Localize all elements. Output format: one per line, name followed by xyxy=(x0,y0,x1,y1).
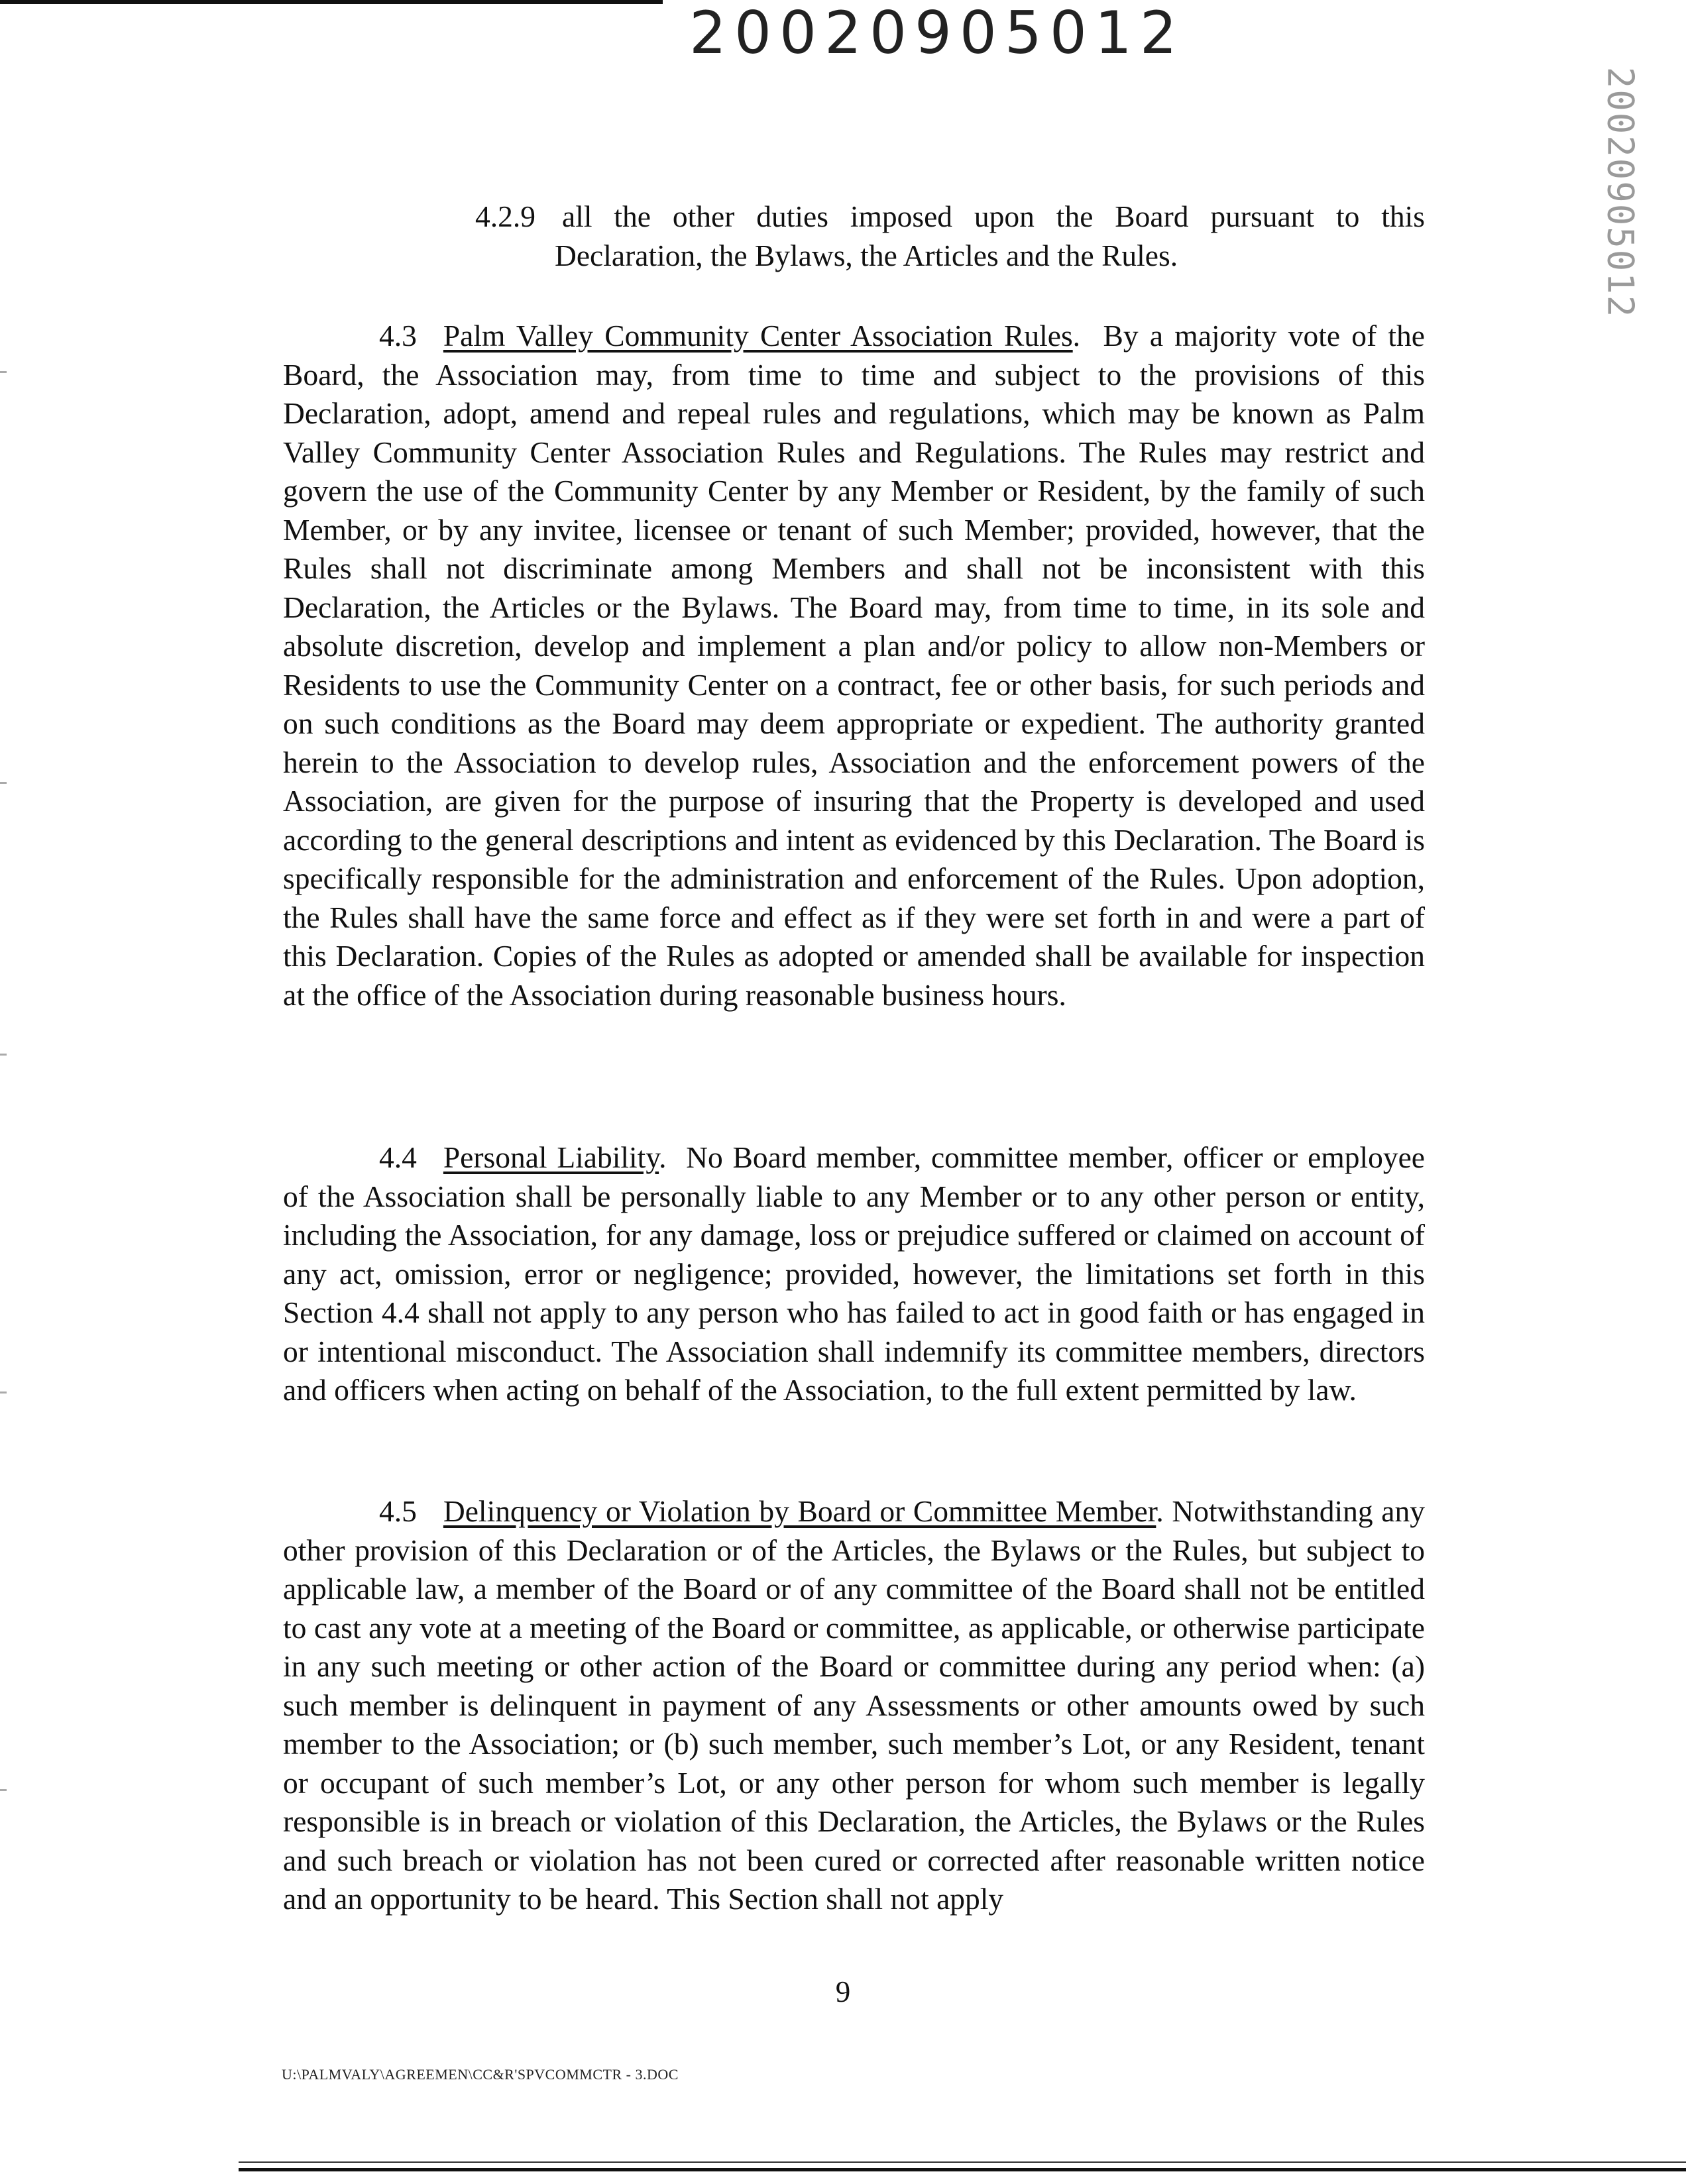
scan-edge-mark xyxy=(0,782,7,784)
document-number: 20020905012 xyxy=(689,0,1185,67)
page-number: 9 xyxy=(835,1975,851,2008)
footer-file-path: U:\PALMVALY\AGREEMEN\CC&R'SPVCOMMCTR - 3.DOC xyxy=(282,2066,679,2083)
section-number: 4.4 xyxy=(379,1140,417,1174)
section-title: Personal Liability xyxy=(443,1140,659,1174)
section-number: 4.3 xyxy=(379,319,417,353)
section-4-3: 4.3 Palm Valley Community Center Association Rules. By a majority vote of the Board, the Association may, from time to time and subject to the provisions of this Declaration, adopt, amend and repeal rules and regulations, which may be known as Palm Valley Community Center Association Rules and Regulations. The Rules may restrict and govern the use of the Community Center by any Member or Resident, by the family of such Member, or by any invitee, licensee or tenant of such Member; provided, however, that the Rules shall not discriminate among Members and shall not be inconsistent with this Declaration, the Articles or the Bylaws. The Board may, from time to time, in its sole and absolute discretion, develop and implement a plan and/or policy to allow non-Members or Residents to use the Community Center on a contract, fee or other basis, for such periods and on such conditions as the Board may deem appropriate or expedient. The authority granted herein to the Association to develop rules, Association and the enforcement powers of the Association, are given for the purpose of insuring that the Property is developed and used according to the general descriptions and intent as evidenced by this Declaration. The Board is specifically responsible for the administration and enforcement of the Rules. Upon adoption, the Rules shall have the same force and effect as if they were set forth in and were a part of this Declaration. Copies of the Rules as adopted or amended shall be available for inspection at the office of the Association during reasonable business hours. xyxy=(283,319,1425,1012)
scan-edge-mark xyxy=(0,371,7,373)
bottom-scan-rule-thin xyxy=(239,2161,1686,2163)
section-text: all the other duties imposed upon the Board pursuant to this Declaration, the Bylaws, the Articles and the Rules. xyxy=(555,199,1425,272)
scan-edge-mark xyxy=(0,1392,7,1393)
scan-edge-mark xyxy=(0,1789,7,1791)
section-text: No Board member, committee member, officer or employee of the Association shall be personally liable to any Member or to any other person or entity, including the Association, for any damage, loss or prejudice suffered or claimed on account of any act, omission, error or negligence; provided, however, the limitations set forth in this Section 4.4 shall not apply to any person who has failed to act in good faith or has engaged in or intentional misconduct. The Association shall indemnify its committee members, directors and officers when acting on behalf of the Association, to the full extent permitted by law. xyxy=(283,1140,1426,1407)
side-stamp-text: 20020905012 xyxy=(1599,66,1642,318)
section-title: Palm Valley Community Center Association Rules xyxy=(443,319,1073,353)
section-number: 4.2.9 xyxy=(475,199,535,233)
section-4-5: 4.5 Delinquency or Violation by Board or Committee Member. Notwithstanding any other provision of this Declaration or of the Articles, the Bylaws or the Rules, but subject to applicable law, a member of the Board or of any committee of the Board shall not be entitled to cast any vote at a meeting of the Board or committee, as applicable, or otherwise participate in any such meeting or other action of the Board or committee during any period when: (a) such member is delinquent in payment of any Assessments or other amounts owed by such member to the Association; or (b) such member, such member’s Lot, or any Resident, tenant or occupant of such member’s Lot, or any other person for whom such member is legally responsible is in breach or violation of this Declaration, the Articles, the Bylaws or the Rules and such breach or violation has not been cured or corrected after reasonable written notice and an opportunity to be heard. This Section shall not apply xyxy=(283,1494,1425,1916)
section-text: Notwithstanding any other provision of this Declaration or of the Articles, the Bylaws or the Rules, but subject to applicable law, a member of the Board or of any committee of the Board shall not be entitled to cast any vote at a meeting of the Board or committee, as applicable, or otherwise participate in any such meeting or other action of the Board or committee during any period when: (a) such member is delinquent in payment of any Assessments or other amounts owed by such member to the Association; or (b) such member, such member’s Lot, or any Resident, tenant or occupant of such member’s Lot, or any other person for whom such member is legally responsible is in breach or violation of this Declaration, the Articles, the Bylaws or the Rules and such breach or violation has not been cured or corrected after reasonable written notice and an opportunity to be heard. This Section shall not apply xyxy=(283,1494,1425,1916)
section-number: 4.5 xyxy=(379,1494,417,1528)
side-stamp xyxy=(1597,66,1644,318)
top-scan-rule xyxy=(0,0,663,4)
bottom-scan-rule xyxy=(239,2168,1686,2171)
section-title: Delinquency or Violation by Board or Committee Member xyxy=(443,1494,1156,1528)
section-text: By a majority vote of the Board, the Association may, from time to time and subject to the provisions of this Declaration, adopt, amend and repeal rules and regulations, which may be known as Palm Valley Community Center Association Rules and Regulations. The Rules may restrict and govern the use of the Community Center by any Member or Resident, by the family of such Member, or by any invitee, licensee or tenant of such Member; provided, however, that the Rules shall not discriminate among Members and shall not be inconsistent with this Declaration, the Articles or the Bylaws. The Board may, from time to time, in its sole and absolute discretion, develop and implement a plan and/or policy to allow non-Members or Residents to use the Community Center on a contract, fee or other basis, for such periods and on such conditions as the Board may deem appropriate or expedient. The authority granted herein to the Association to develop rules, Association and the enforcement powers of the Association, are given for the purpose of insuring that the Property is developed and used according to the general descriptions and intent as evidenced by this Declaration. The Board is specifically responsible for the administration and enforcement of the Rules. Upon adoption, the Rules shall have the same force and effect as if they were set forth in and were a part of this Declaration. Copies of the Rules as adopted or amended shall be available for inspection at the office of the Association during reasonable business hours. xyxy=(283,319,1425,1012)
section-4-2-9 xyxy=(475,197,1425,275)
scan-edge-mark xyxy=(0,1054,7,1056)
section-4-4: 4.4 Personal Liability. No Board member, committee member, officer or employee of the Association shall be personally liable to any Member or to any other person or entity, including the Association, for any damage, loss or prejudice suffered or claimed on account of any act, omission, error or negligence; provided, however, the limitations set forth in this Section 4.4 shall not apply to any person who has failed to act in good faith or has engaged in or intentional misconduct. The Association shall indemnify its committee members, directors and officers when acting on behalf of the Association, to the full extent permitted by law. xyxy=(283,1140,1426,1407)
